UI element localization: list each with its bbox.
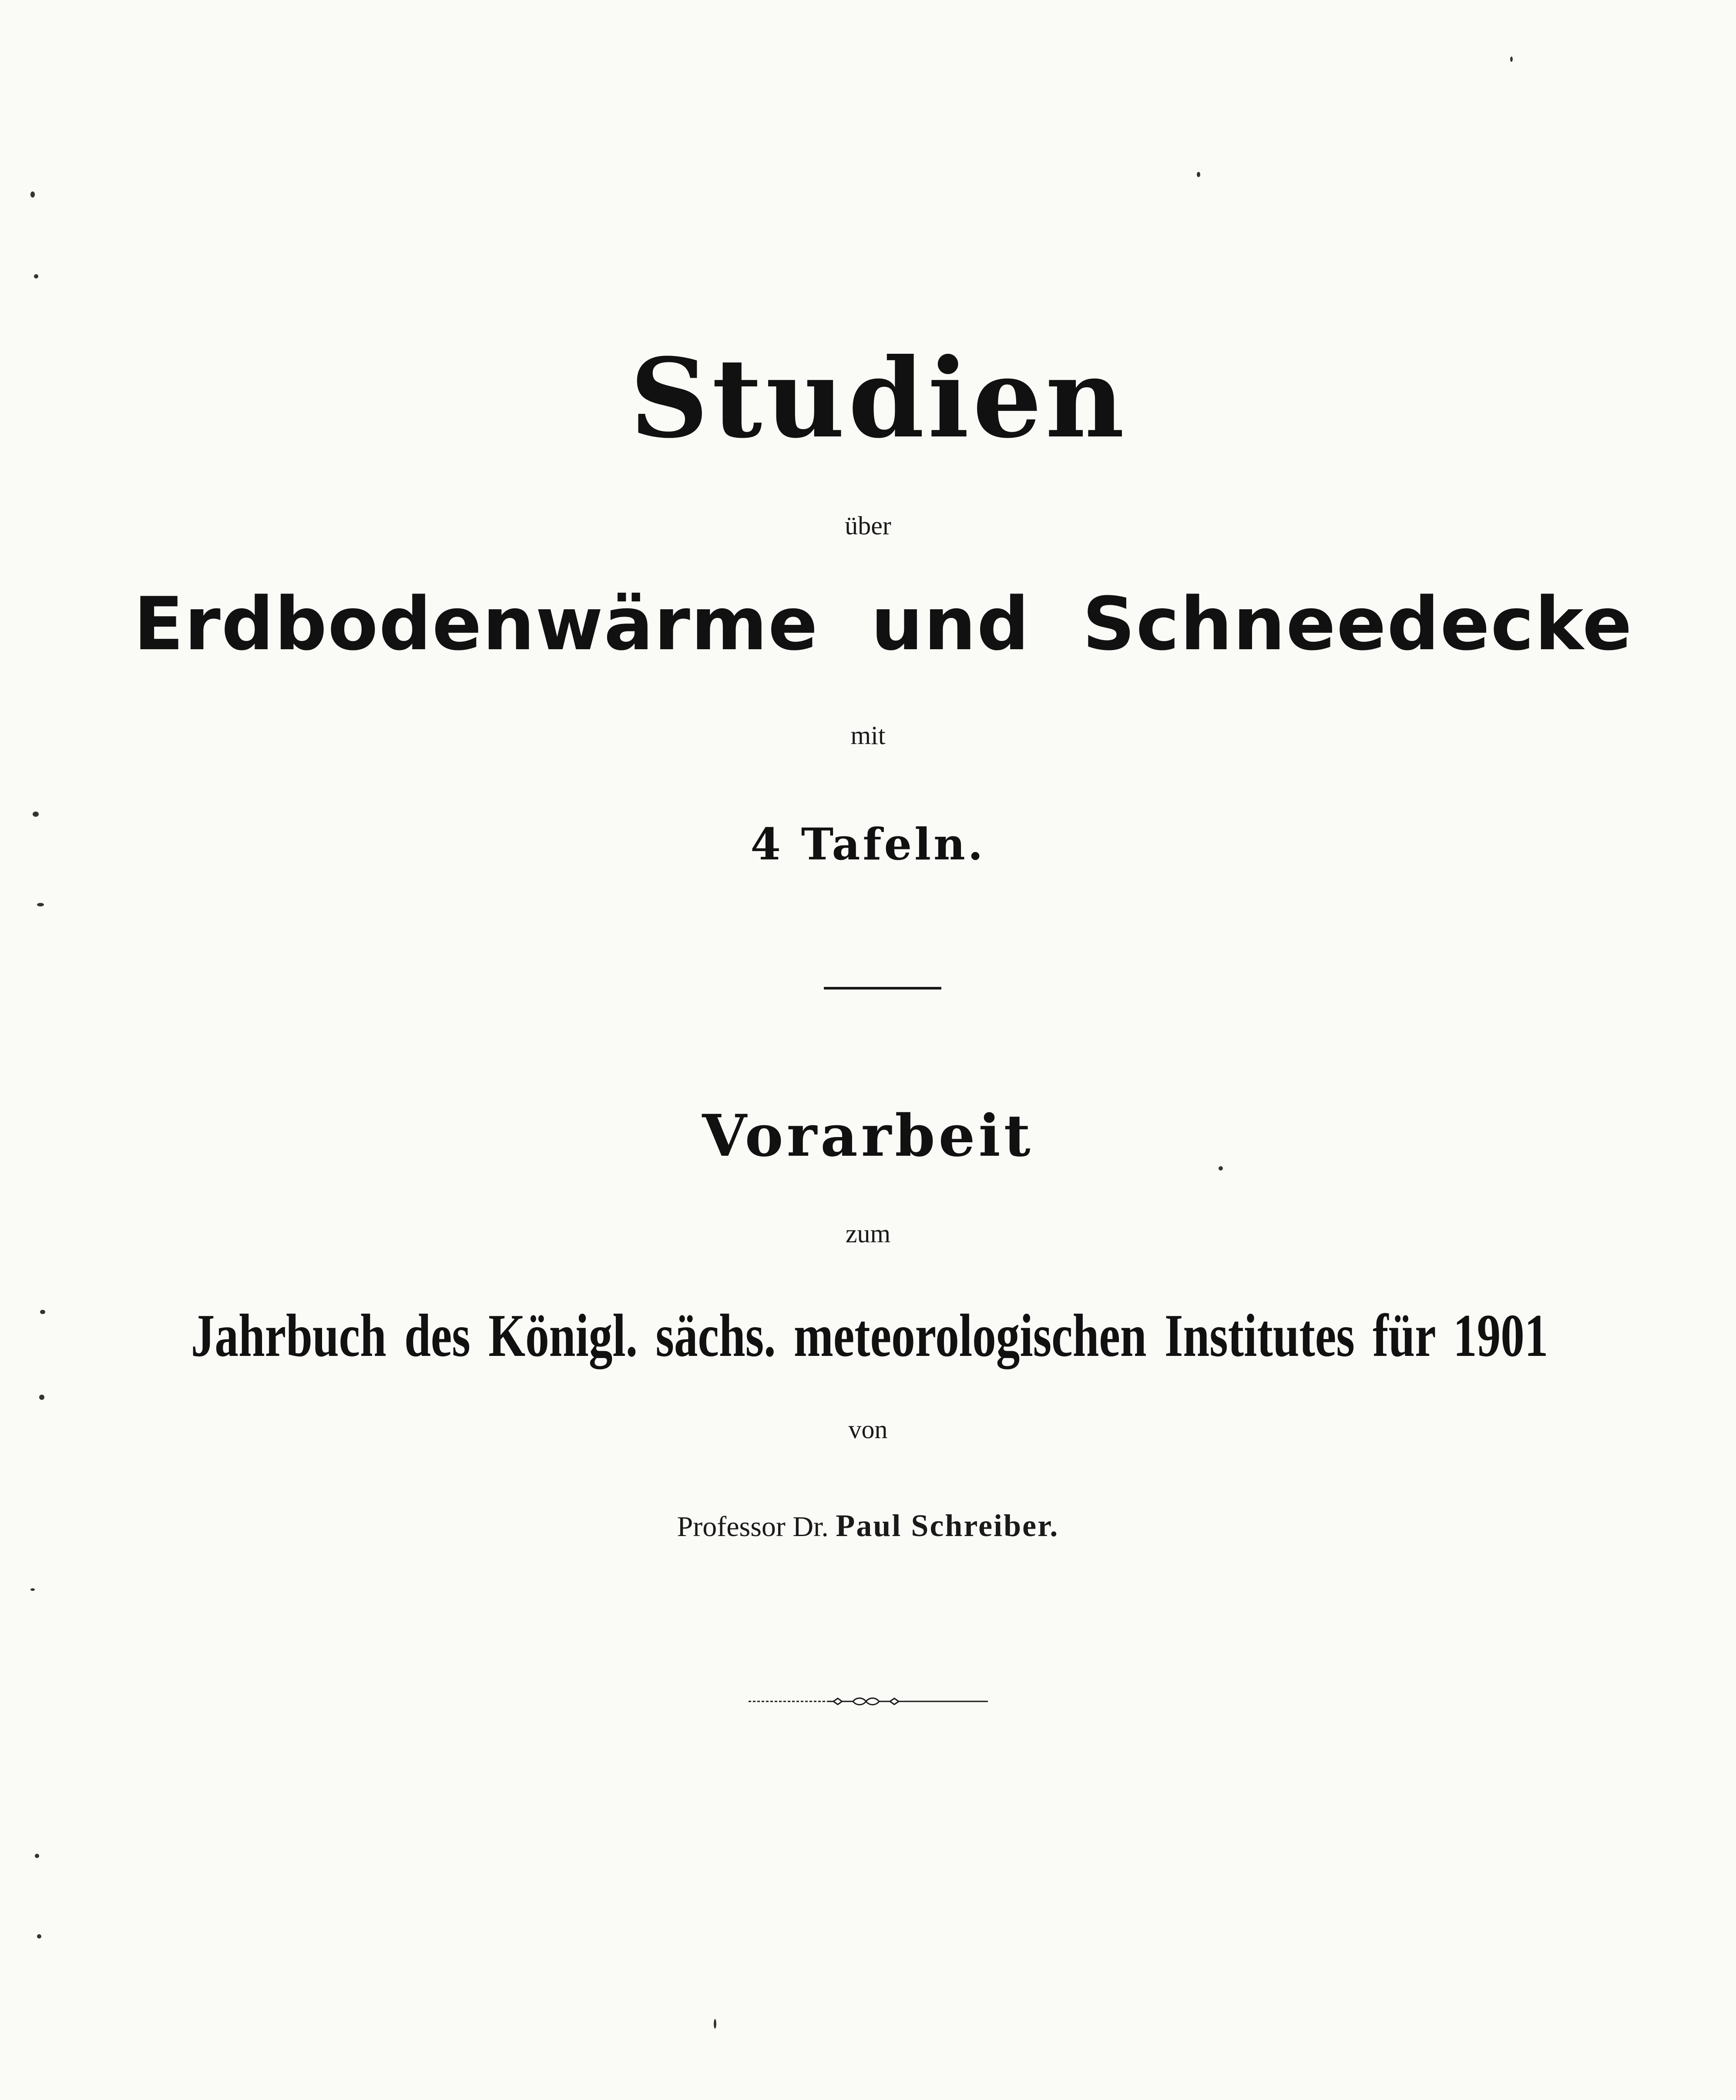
preliminary-work-heading: Vorarbeit <box>702 1102 1034 1170</box>
divider-rule <box>824 987 941 990</box>
connector-von: von <box>848 1415 888 1444</box>
main-title: Studien <box>630 334 1128 462</box>
subject-heading: Erdbodenwärme und Schneedecke <box>134 581 1633 667</box>
yearbook-title: Jahrbuch des Königl. sächs. meteorologischen Institutes für 1901 <box>191 1302 1548 1369</box>
author-name: Paul Schreiber. <box>836 1508 1059 1543</box>
connector-zum: zum <box>845 1219 891 1248</box>
author-line <box>0 1510 1736 1541</box>
plates-note: 4 Tafeln. <box>750 819 986 870</box>
connector-ueber: über <box>845 511 891 540</box>
author-prefix: Professor Dr. <box>677 1511 829 1543</box>
ornament-divider <box>749 1695 988 1708</box>
connector-mit: mit <box>850 721 886 750</box>
